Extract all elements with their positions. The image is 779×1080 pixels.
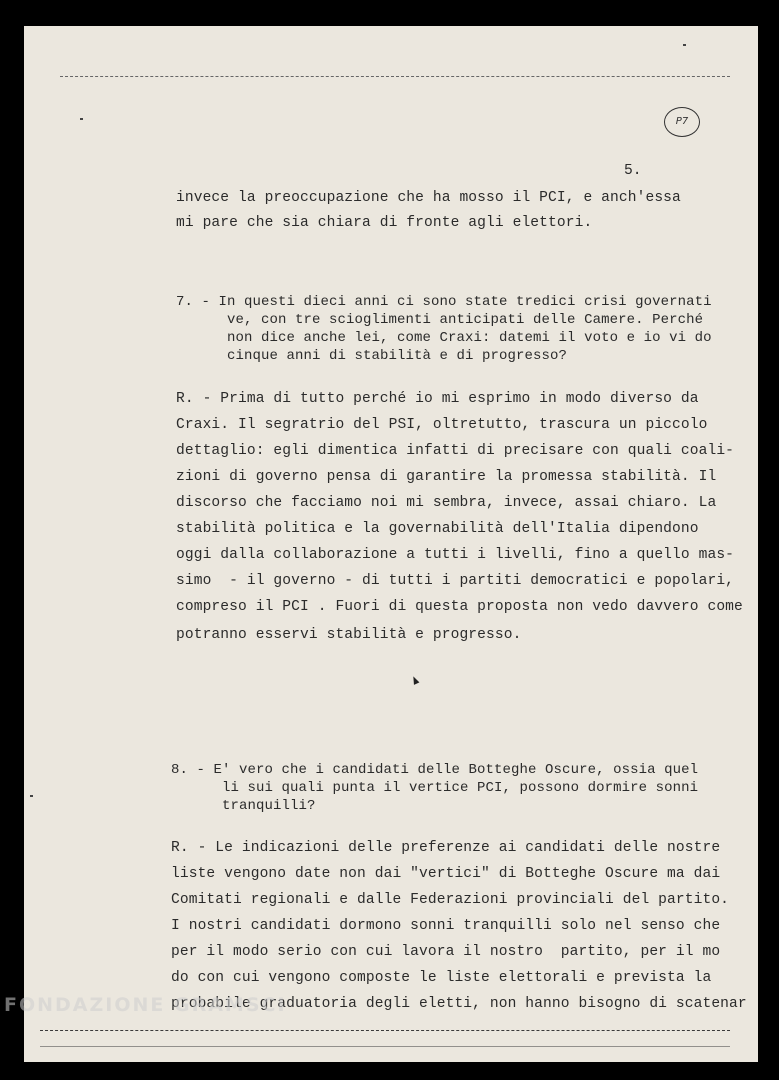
archive-stamp: P7: [664, 107, 700, 137]
paper-speck: [80, 118, 83, 120]
answer-7-line: Craxi. Il segratrio del PSI, oltretutto, trascura un piccolo: [176, 417, 708, 433]
answer-7-line: R. - Prima di tutto perché io mi esprimo in modo diverso da: [176, 391, 699, 407]
paper-speck: [683, 44, 686, 46]
paper-speck: [30, 795, 33, 797]
top-rule: [60, 76, 730, 77]
answer-7-line: compreso il PCI . Fuori di questa proposta non vedo davvero come: [176, 599, 743, 615]
answer-7-line: zioni di governo pensa di garantire la promessa stabilità. Il: [176, 469, 717, 485]
bottom-rule: [40, 1046, 730, 1047]
answer-8-line: Comitati regionali e dalle Federazioni provinciali del partito.: [171, 892, 730, 908]
answer-7-line: discorso che facciamo noi mi sembra, invece, assai chiaro. La: [176, 495, 717, 511]
answer-8-line: liste vengono date non dai "vertici" di Botteghe Oscure ma dai: [171, 866, 721, 882]
question-7-line: ve, con tre scioglimenti anticipati delle Camere. Perché: [176, 312, 704, 328]
answer-8-line: probabile graduatoria degli eletti, non hanno bisogno di scatenar: [171, 996, 747, 1012]
question-8-line: tranquilli?: [171, 798, 316, 814]
page-number: 5.: [624, 163, 642, 179]
answer-8-line: R. - Le indicazioni delle preferenze ai candidati delle nostre: [171, 840, 721, 856]
answer-8-line: I nostri candidati dormono sonni tranquilli solo nel senso che: [171, 918, 721, 934]
question-7-line: cinque anni di stabilità e di progresso?: [176, 348, 568, 364]
watermark: FONDAZIONE GRAMSCI: [4, 994, 287, 1016]
answer-8-line: per il modo serio con cui lavora il nostro partito, per il mo: [171, 944, 721, 960]
question-7-line: non dice anche lei, come Craxi: datemi il voto e io vi do: [176, 330, 712, 346]
answer-7-line: simo - il governo - di tutti i partiti democratici e popolari,: [176, 573, 735, 589]
bottom-rule: [40, 1030, 730, 1031]
answer-7-line: dettaglio: egli dimentica infatti di precisare con quali coali-: [176, 443, 735, 459]
question-8-line: 8. - E' vero che i candidati delle Botteghe Oscure, ossia quel: [171, 762, 699, 778]
intro-line: invece la preoccupazione che ha mosso il PCI, e anch'essa: [176, 190, 681, 206]
intro-line: mi pare che sia chiara di fronte agli elettori.: [176, 215, 593, 231]
answer-7-line: oggi dalla collaborazione a tutti i livelli, fino a quello mas-: [176, 547, 735, 563]
answer-8-line: do con cui vengono composte le liste elettorali e prevista la: [171, 970, 712, 986]
answer-7-line: stabilità politica e la governabilità dell'Italia dipendono: [176, 521, 699, 537]
question-8-line: li sui quali punta il vertice PCI, possono dormire sonni: [171, 780, 699, 796]
question-7-line: 7. - In questi dieci anni ci sono state tredici crisi governati: [176, 294, 712, 310]
answer-7-line: potranno esservi stabilità e progresso.: [176, 627, 522, 643]
